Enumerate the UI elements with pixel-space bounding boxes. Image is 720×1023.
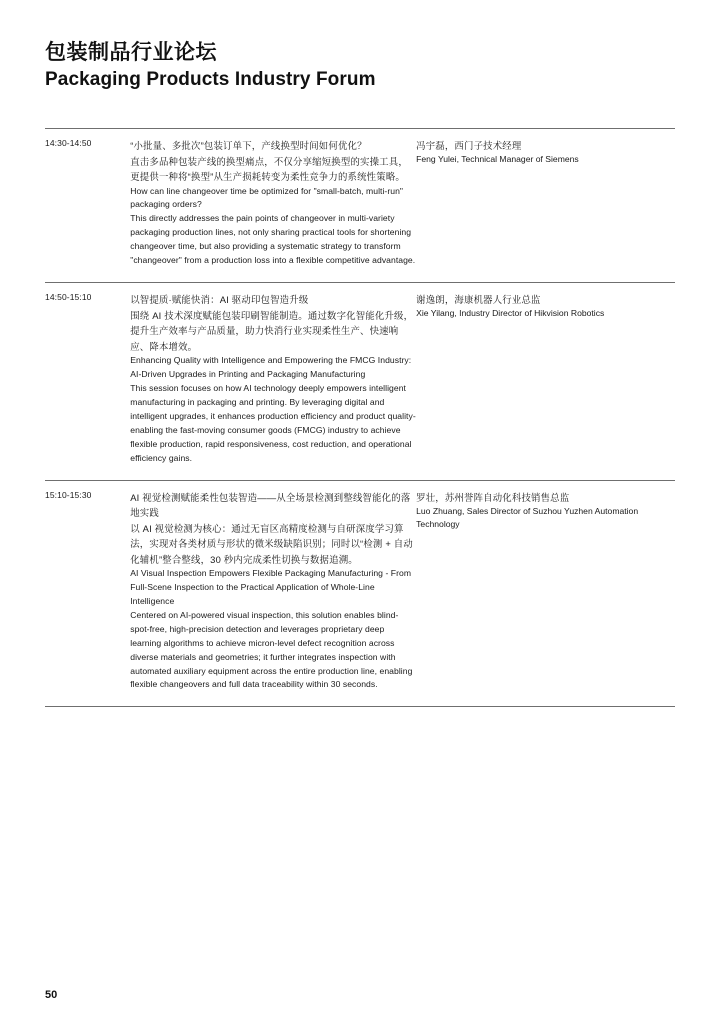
table-bottom-rule-cell xyxy=(130,707,416,757)
topic-en-body: Centered on AI-powered visual inspection, this solution enables blind-spot-free, high-precision detection and leverages proprietary deep learning algorithms to achieve micron-level defect recognition across diverse materials and geometries; it further integrates inspection with automated auxiliary equipment across the entire production line, enabling flexible changeovers and full data traceability within 30 seconds. xyxy=(130,609,413,690)
session-topic xyxy=(130,480,416,707)
table-row xyxy=(45,129,675,283)
page-title-en: Packaging Products Industry Forum xyxy=(45,69,376,91)
session-topic xyxy=(130,283,416,480)
table-bottom-rule xyxy=(45,707,675,757)
speaker-name-en: Feng Yulei, Technical Manager of Siemens xyxy=(416,154,579,165)
topic-en-body: This session focuses on how AI technology deeply empowers intelligent manufacturing in packaging and printing. By leveraging digital and intelligent upgrades, it enhances production efficiency and product quality-enabling the fast-moving consumer goods (FMCG) industry to achieve flexible production, rapid responsiveness, cost reduction, and operational efficiency gains. xyxy=(130,382,416,463)
page-title xyxy=(45,40,675,92)
session-speaker xyxy=(416,283,675,480)
topic-cn-title: 以智提质·赋能快消：AI 驱动印包智造升级 xyxy=(130,294,309,306)
topic-cn-title: “小批量、多批次”包装订单下，产线换型时间如何优化？ xyxy=(130,140,367,151)
topic-en-title: AI Visual Inspection Empowers Flexible Packaging Manufacturing - From Full-Scene Inspection to the Practical Application of Whole-Line Intelligence xyxy=(130,568,412,606)
topic-en-title: Enhancing Quality with Intelligence and Empowering the FMCG Industry: AI-Driven Upgrades in Printing and Packaging Manufacturing xyxy=(130,355,412,380)
topic-cn-title: AI 视觉检测赋能柔性包装智造——从全场景检测到整线智能化的落地实践 xyxy=(130,491,411,519)
table-row xyxy=(45,283,675,480)
topic-cn-body: 直击多品种包装产线的换型痛点，不仅分享缩短换型的实操工具，更提供一种将“换型”从生产损耗转变为柔性竞争力的系统性策略。 xyxy=(130,155,408,183)
session-time: 15:10-15:30 xyxy=(45,489,92,500)
session-speaker xyxy=(416,129,675,283)
table-row xyxy=(45,480,675,707)
table-bottom-rule-cell xyxy=(45,707,130,757)
table-bottom-rule-cell xyxy=(416,707,675,757)
page-number: 50 xyxy=(45,989,58,1001)
topic-en-body: This directly addresses the pain points of changeover in multi-variety packaging production lines, not only sharing practical tools for shortening changeover time, but also providing a systematic strategy to transform "changeover" from a production loss into a flexible competitive advantage. xyxy=(130,213,416,266)
page-title-cn: 包装制品行业论坛 xyxy=(45,41,217,64)
session-speaker xyxy=(416,480,675,707)
session-time: 14:30-14:50 xyxy=(45,138,92,148)
topic-en-title: How can line changeover time be optimized for "small-batch, multi-run" packaging orders? xyxy=(130,185,404,210)
speaker-name-cn: 罗壮，苏州誉阵自动化科技销售总监 xyxy=(416,491,570,503)
schedule-table xyxy=(45,128,675,756)
topic-cn-body: 围绕 AI 技术深度赋能包装印刷智能制造。通过数字化智能化升级，提升生产效率与产品质量，助力快消行业实现柔性生产、快速响应、降本增效。 xyxy=(130,309,414,352)
speaker-name-en: Xie Yilang, Industry Director of Hikvision Robotics xyxy=(416,308,605,319)
speaker-name-cn: 冯宇磊，西门子技术经理 xyxy=(416,140,522,151)
topic-cn-body: 以 AI 视觉检测为核心：通过无盲区高精度检测与自研深度学习算法，实现对各类材质与形状的微米级缺陷识别；同时以“检测 + 自动化辅机”整合整线，30 秒内完成柔性切换与数据追溯。 xyxy=(130,522,413,565)
speaker-name-cn: 谢逸朗，海康机器人行业总监 xyxy=(416,294,541,306)
session-time: 14:50-15:10 xyxy=(45,292,92,303)
session-topic xyxy=(130,129,416,283)
speaker-name-en: Luo Zhuang, Sales Director of Suzhou Yuzhen Automation Technology xyxy=(416,505,639,530)
